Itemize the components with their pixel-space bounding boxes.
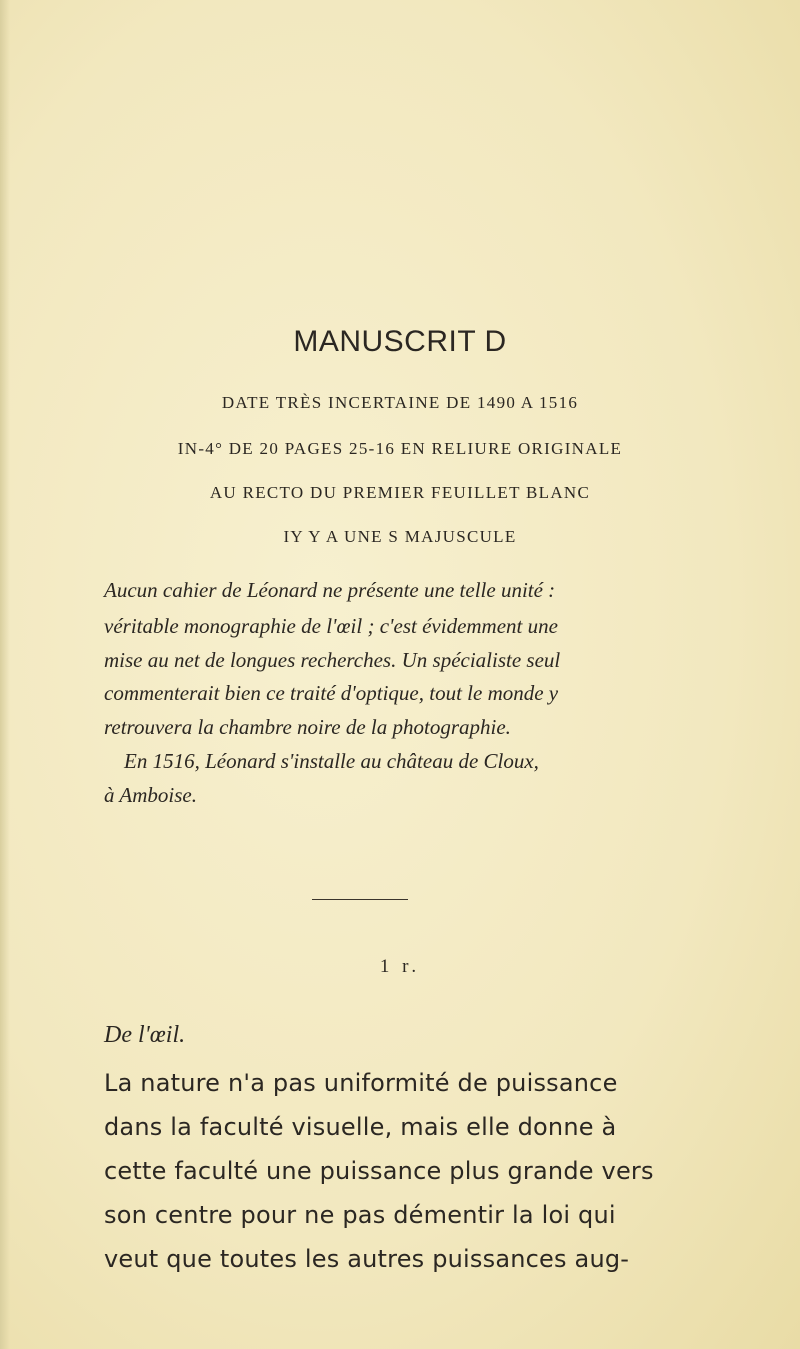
description-line: DATE TRÈS INCERTAINE DE 1490 A 1516: [221, 393, 579, 412]
body-line: dans la faculté visuelle, mais elle donne à: [104, 1113, 617, 1141]
body-line: son centre pour ne pas démentir la loi qui: [104, 1201, 616, 1229]
section-divider: [312, 899, 408, 900]
intro-line: Aucun cahier de Léonard ne présente une telle unité :: [104, 578, 556, 602]
intro-line: commenterait bien ce traité d'optique, tout le monde y: [104, 681, 559, 705]
description-line: IN-4° DE 20 PAGES 25-16 EN RELIURE ORIGINALE: [177, 439, 623, 458]
body-line: cette faculté une puissance plus grande vers: [104, 1157, 654, 1185]
intro-line: à Amboise.: [104, 783, 197, 807]
body-line: La nature n'a pas uniformité de puissance: [104, 1069, 618, 1097]
description-line: AU RECTO DU PREMIER FEUILLET BLANC: [209, 483, 591, 502]
intro-line: véritable monographie de l'œil ; c'est évidemment une: [104, 614, 558, 638]
description-line: IY Y A UNE S MAJUSCULE: [283, 527, 517, 546]
section-heading: De l'œil.: [104, 1022, 186, 1048]
page-title: MANUSCRIT D: [293, 325, 507, 358]
intro-line: En 1516, Léonard s'installe au château de Cloux,: [124, 749, 539, 773]
intro-line: mise au net de longues recherches. Un spécialiste seul: [104, 648, 561, 672]
folio-number: 1 r.: [379, 956, 421, 977]
intro-line: retrouvera la chambre noire de la photographie.: [104, 715, 511, 739]
body-line: veut que toutes les autres puissances aug-: [104, 1245, 630, 1273]
